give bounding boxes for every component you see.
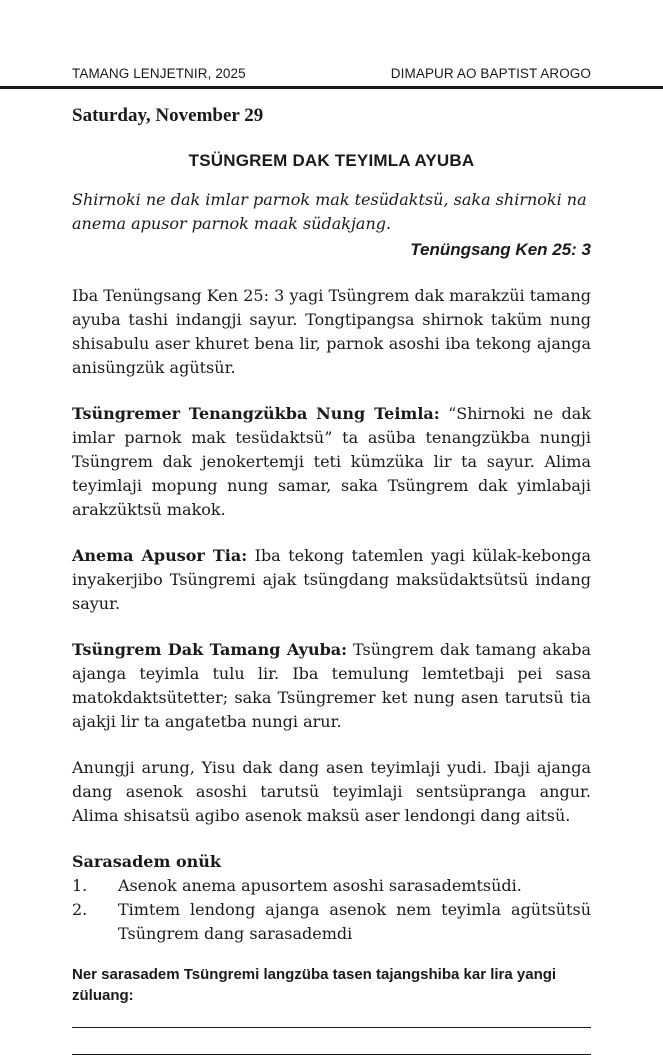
item-number: 1.: [72, 876, 88, 895]
section-body: Iba tekong tatemlen yagi külak-kebonga inyakerjibo Tsüngremi ajak tsüngdang maksüdaktsütsü indang sayur.: [72, 546, 591, 613]
section-lead: Tsüngremer Tenangzükba Nung Teimla:: [72, 404, 440, 423]
section-lead: Anema Apusor Tia:: [72, 546, 248, 565]
running-header: [72, 66, 591, 86]
section-paragraph: [72, 402, 591, 522]
closing-paragraph: Anungji arung, Yisu dak dang asen teyimlaji yudi. Ibaji ajanga dang asenok asoshi tarutsü teyimlaji sentsüpranga angur. Alima shisatsü agibo asenok maksü aser lendongi dang aitsü.: [72, 758, 591, 825]
writing-prompt: Ner sarasadem Tsüngremi langzüba tasen tajangshiba kar lira yangi züluang:: [72, 966, 557, 1004]
header-book-title: TAMANG LENJETNIR, 2025: [72, 66, 246, 81]
section-paragraph: [72, 638, 591, 734]
section-body: “Shirnoki ne dak imlar parnok mak tesüdaktsü” ta asüba tenangzükba nungji Tsüngrem dak jenokertemji teti kümzüka lir ta sayur. Alima teyimlaji mopung nung samar, saka Tsüngrem dak yimlabaji arakzüktsü makok.: [72, 404, 592, 519]
discussion-list: [72, 874, 591, 946]
item-text: Timtem lendong ajanga asenok nem teyimla agütsütsü Tsüngrem dang sarasademdi: [118, 900, 591, 943]
discussion-heading: Sarasadem onük: [72, 852, 221, 871]
devotional-title: TSÜNGREM DAK TEYIMLA AYUBA: [188, 151, 475, 170]
header-rule: [0, 86, 663, 89]
section-lead: Tsüngrem Dak Tamang Ayuba:: [72, 640, 348, 659]
answer-line[interactable]: [72, 1027, 591, 1028]
verse-reference: Tenüngsang Ken 25: 3: [410, 240, 591, 259]
item-number: 2.: [72, 900, 88, 919]
discussion-item: [72, 874, 591, 898]
key-verse: Shirnoki ne dak imlar parnok mak tesüdaktsü, saka shirnoki na anema apusor parnok maak südakjang.: [72, 190, 587, 233]
header-publisher: DIMAPUR AO BAPTIST AROGO: [390, 66, 591, 81]
discussion-item: [72, 898, 591, 946]
intro-paragraph: Iba Tenüngsang Ken 25: 3 yagi Tsüngrem dak marakzüi tamang ayuba tashi indangji sayur. Tongtipangsa shirnok taküm nung shisabulu aser khuret bena lir, parnok asoshi iba tekong ajanga anisüngzük agütsür.: [72, 286, 591, 377]
item-text: Asenok anema apusortem asoshi sarasademtsüdi.: [118, 876, 522, 895]
devotional-date: Saturday, November 29: [72, 105, 264, 126]
devotional-page: [72, 104, 591, 1055]
section-body: Tsüngrem dak tamang akaba ajanga teyimla tulu lir. Iba temulung lemtetbaji pei sasa matokdaktsütetter; saka Tsüngremer ket nung asen tarutsü tia ajakji lir ta angatetba nungi arur.: [72, 640, 591, 731]
section-paragraph: [72, 544, 591, 616]
